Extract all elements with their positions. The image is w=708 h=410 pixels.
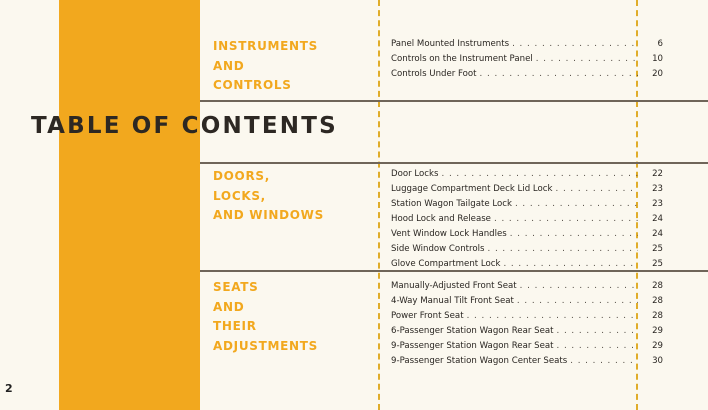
page-number: 2 <box>5 382 13 395</box>
dot-leader <box>515 199 638 209</box>
toc-entry-page: 30 <box>652 356 663 366</box>
toc-entry-title: Luggage Compartment Deck Lid Lock <box>391 184 553 194</box>
toc-entry-title: Controls Under Foot <box>391 69 477 79</box>
toc-entry-title: Hood Lock and Release <box>391 214 491 224</box>
toc-entry-title: Controls on the Instrument Panel <box>391 54 533 64</box>
toc-entry-title: Glove Compartment Lock <box>391 259 501 269</box>
toc-entry-title: Power Front Seat <box>391 311 464 321</box>
toc-list-instruments <box>391 39 663 84</box>
toc-entry-page: 28 <box>652 281 663 291</box>
toc-entry-title: Station Wagon Tailgate Lock <box>391 199 512 209</box>
toc-entry[interactable] <box>391 311 663 326</box>
dot-leader <box>510 229 638 239</box>
toc-entry[interactable] <box>391 69 663 84</box>
dot-leader <box>536 54 638 64</box>
section-divider-2 <box>200 162 708 164</box>
section-title-line: AND WINDOWS <box>213 208 324 222</box>
dot-leader <box>557 326 639 336</box>
section-title-line: INSTRUMENTS <box>213 39 319 53</box>
toc-entry[interactable] <box>391 39 663 54</box>
toc-entry[interactable] <box>391 281 663 296</box>
dot-leader <box>487 244 638 254</box>
section-title-instruments <box>213 37 318 96</box>
toc-entry-page: 24 <box>652 214 663 224</box>
toc-entry-page: 23 <box>652 199 663 209</box>
toc-entry[interactable] <box>391 259 663 274</box>
toc-list-doors <box>391 169 663 274</box>
toc-entry-page: 24 <box>652 229 663 239</box>
section-title-line: ADJUSTMENTS <box>213 338 318 353</box>
toc-entry[interactable] <box>391 214 663 229</box>
toc-entry[interactable] <box>391 244 663 259</box>
toc-entry-title: 4-Way Manual Tilt Front Seat <box>391 296 514 306</box>
section-title-line: CONTROLS <box>213 78 292 92</box>
dashed-column-divider-left <box>378 0 380 410</box>
dot-leader <box>494 214 638 224</box>
section-title-line: DOORS, <box>213 169 271 183</box>
dot-leader <box>503 259 638 269</box>
section-divider-1 <box>200 100 708 102</box>
section-title-line: AND <box>213 299 245 314</box>
toc-entry-page: 28 <box>652 311 663 321</box>
accent-stripe <box>59 0 200 410</box>
section-title-line: AND <box>213 58 245 73</box>
section-title-seats <box>213 278 318 356</box>
dot-leader <box>517 296 638 306</box>
dot-leader <box>512 39 638 49</box>
toc-entry-title: 6-Passenger Station Wagon Rear Seat <box>391 326 554 336</box>
toc-entry[interactable] <box>391 54 663 69</box>
toc-entry[interactable] <box>391 326 663 341</box>
toc-entry-page: 25 <box>652 259 663 269</box>
toc-entry-page: 22 <box>652 169 663 179</box>
toc-entry-page: 23 <box>652 184 663 194</box>
dot-leader <box>556 184 639 194</box>
toc-entry[interactable] <box>391 184 663 199</box>
toc-entry-title: Door Locks <box>391 169 439 179</box>
toc-entry[interactable] <box>391 229 663 244</box>
section-title-line: LOCKS, <box>213 188 266 203</box>
page-title: TABLE OF CONTENTS <box>31 113 338 139</box>
toc-entry-page: 29 <box>652 326 663 336</box>
toc-entry[interactable] <box>391 341 663 356</box>
dot-leader <box>557 341 639 351</box>
toc-entry-title: 9-Passenger Station Wagon Center Seats <box>391 356 568 366</box>
toc-entry-page: 10 <box>652 54 663 64</box>
toc-entry[interactable] <box>391 356 663 371</box>
toc-entry[interactable] <box>391 296 663 311</box>
section-title-line: SEATS <box>213 280 259 294</box>
toc-entry-title: Vent Window Lock Handles <box>391 229 507 239</box>
toc-entry-page: 28 <box>652 296 663 306</box>
dot-leader <box>467 311 638 321</box>
dot-leader <box>520 281 638 291</box>
toc-entry[interactable] <box>391 199 663 214</box>
dot-leader <box>441 169 638 179</box>
toc-entry-page: 20 <box>652 69 663 79</box>
toc-entry-title: Manually-Adjusted Front Seat <box>391 281 517 291</box>
dot-leader <box>570 356 638 366</box>
toc-entry-title: Panel Mounted Instruments <box>391 39 510 49</box>
toc-entry-page: 29 <box>652 341 663 351</box>
toc-entry-title: Side Window Controls <box>391 244 485 254</box>
toc-entry-page: 6 <box>657 39 663 49</box>
toc-list-seats <box>391 281 663 371</box>
section-title-doors <box>213 167 324 226</box>
section-title-line: THEIR <box>213 319 257 333</box>
toc-entry-title: 9-Passenger Station Wagon Rear Seat <box>391 341 554 351</box>
dot-leader <box>480 69 638 79</box>
toc-entry[interactable] <box>391 169 663 184</box>
toc-entry-page: 25 <box>652 244 663 254</box>
